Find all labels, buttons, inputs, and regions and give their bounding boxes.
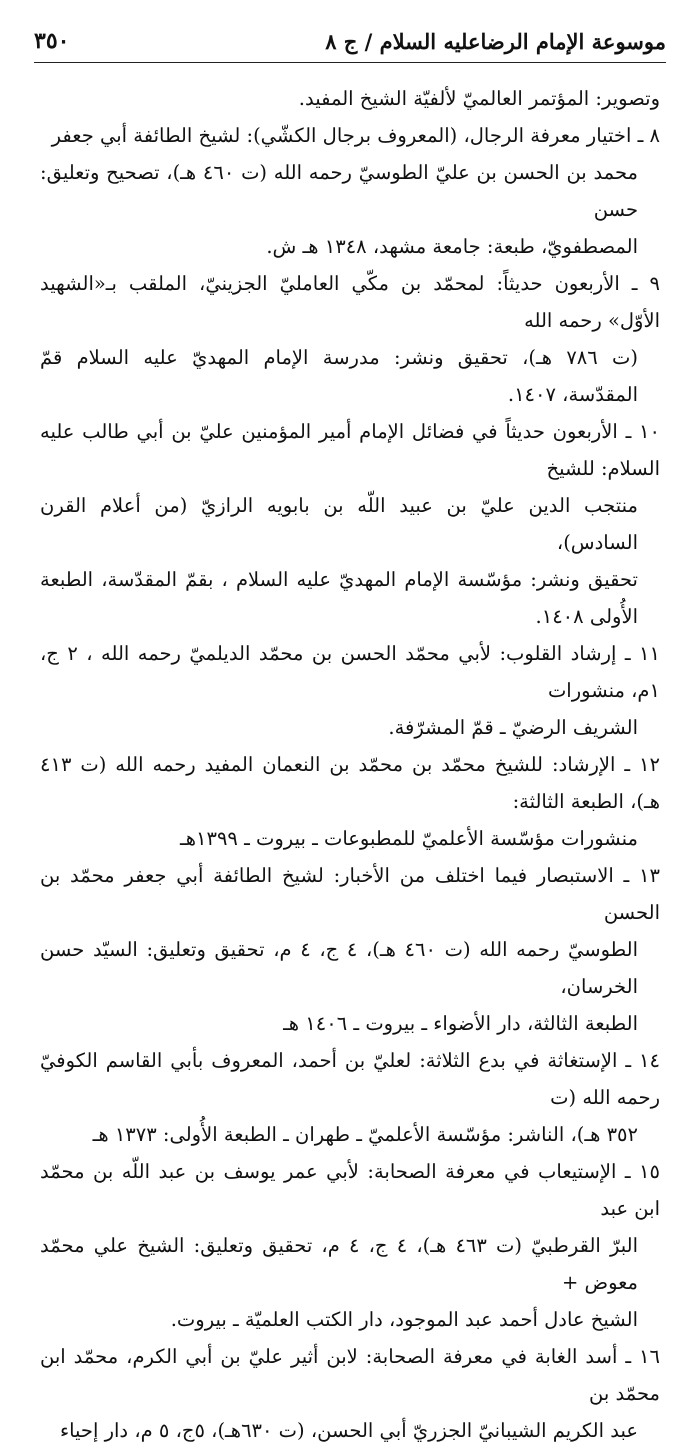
bibliography-entry	[40, 265, 660, 413]
entry-line: ١٦ ـ أسد الغابة في معرفة الصحابة: لابن أثير عليّ بن أبي الكرم، محمّد ابن محمّد بن	[40, 1345, 660, 1405]
entry-line: ١٣ ـ الاستبصار فيما اختلف من الأخبار: لشيخ الطائفة أبي جعفر محمّد بن الحسن	[40, 864, 660, 924]
book-title: موسوعة الإمام الرضاعليه السلام / ج ٨	[325, 29, 666, 54]
bibliography-entry	[40, 1338, 660, 1449]
entry-line: محمد بن الحسن بن عليّ الطوسيّ رحمه الله (ت ٤٦٠ هـ)، تصحيح وتعليق: حسن	[40, 161, 638, 221]
entry-line: الطبعة الثالثة، دار الأضواء ـ بيروت ـ ١٤٠٦ هـ	[283, 1012, 638, 1035]
entry-line: ٩ ـ الأربعون حديثاً: لمحمّد بن مكّي العامليّ الجزينيّ، الملقب بـ«الشهيد الأوّل» رحمه الله	[40, 272, 660, 332]
bibliography-entry	[40, 1042, 660, 1153]
page-header	[34, 20, 666, 54]
bibliography-entry	[40, 1153, 660, 1338]
bibliography-entry	[40, 635, 660, 746]
bibliography-entries	[40, 117, 660, 1449]
entry-line: ٨ ـ اختيار معرفة الرجال، (المعروف برجال الكشّي): لشيخ الطائفة أبي جعفر	[51, 124, 660, 147]
entry-line: ١١ ـ إرشاد القلوب: لأبي محمّد الحسن بن محمّد الديلميّ رحمه الله ، ٢ ج، ١م، منشورات	[40, 642, 660, 702]
entry-line: ١٥ ـ الإستيعاب في معرفة الصحابة: لأبي عمر يوسف بن عبد اللّه بن محمّد ابن عبد	[40, 1160, 660, 1220]
entry-line: عبد الكريم الشيبانيّ الجزريّ أبي الحسن، (ت ٦٣٠هـ)، ٥ج، ٥ م، دار إحياء	[59, 1419, 638, 1442]
entry-line: (ت ٧٨٦ هـ)، تحقيق ونشر: مدرسة الإمام المهديّ عليه السلام قمّ المقدّسة، ١٤٠٧.	[40, 346, 638, 406]
bibliography-entry	[40, 857, 660, 1042]
bibliography-entry	[40, 746, 660, 857]
continuation-line: وتصوير: المؤتمر العالميّ لألفيّة الشيخ المفيد.	[298, 87, 660, 110]
bibliography-entry	[40, 117, 660, 265]
bibliography-entry	[40, 413, 660, 635]
entry-line: المصطفويّ، طبعة: جامعة مشهد، ١٣٤٨ هـ ش.	[266, 235, 638, 258]
entry-line: ١٠ ـ الأربعون حديثاً في فضائل الإمام أمير المؤمنين عليّ بن أبي طالب عليه السلام: للشيخ	[40, 420, 660, 480]
entry-line: الشيخ عادل أحمد عبد الموجود، دار الكتب العلميّة ـ بيروت.	[170, 1308, 638, 1331]
entry-line: ١٢ ـ الإرشاد: للشيخ محمّد بن محمّد بن النعمان المفيد رحمه الله (ت ٤١٣ هـ)، الطبعة الثالثة:	[40, 753, 660, 813]
bibliography-list	[40, 80, 660, 1449]
entry-line: تحقيق ونشر: مؤسّسة الإمام المهديّ عليه السلام ، بقمّ المقدّسة، الطبعة الأُولى ١٤٠٨.	[40, 568, 638, 628]
page-number: ٣٥٠	[34, 28, 70, 54]
entry-line: الشريف الرضيّ ـ قمّ المشرّفة.	[388, 716, 638, 739]
entry-line: البرّ القرطبيّ (ت ٤٦٣ هـ)، ٤ ج، ٤ م، تحقيق وتعليق: الشيخ علي محمّد معوض +	[40, 1234, 638, 1294]
entry-line: منتجب الدين عليّ بن عبيد اللّه بن بابويه الرازيّ (من أعلام القرن السادس)،	[40, 494, 638, 554]
entry-line: ٣٥٢ هـ)، الناشر: مؤسّسة الأعلميّ ـ طهران ـ الطبعة الأُولى: ١٣٧٣ هـ	[92, 1123, 638, 1146]
header-divider	[34, 62, 666, 63]
entry-line: منشورات مؤسّسة الأعلميّ للمطبوعات ـ بيروت ـ ١٣٩٩هـ	[180, 827, 638, 850]
entry-line: ١٤ ـ الإستغاثة في بدع الثلاثة: لعليّ بن أحمد، المعروف بأبي القاسم الكوفيّ رحمه الله (ت	[40, 1049, 660, 1109]
entry-line: الطوسيّ رحمه الله (ت ٤٦٠ هـ)، ٤ ج، ٤ م، تحقيق وتعليق: السيّد حسن الخرسان،	[40, 938, 639, 998]
